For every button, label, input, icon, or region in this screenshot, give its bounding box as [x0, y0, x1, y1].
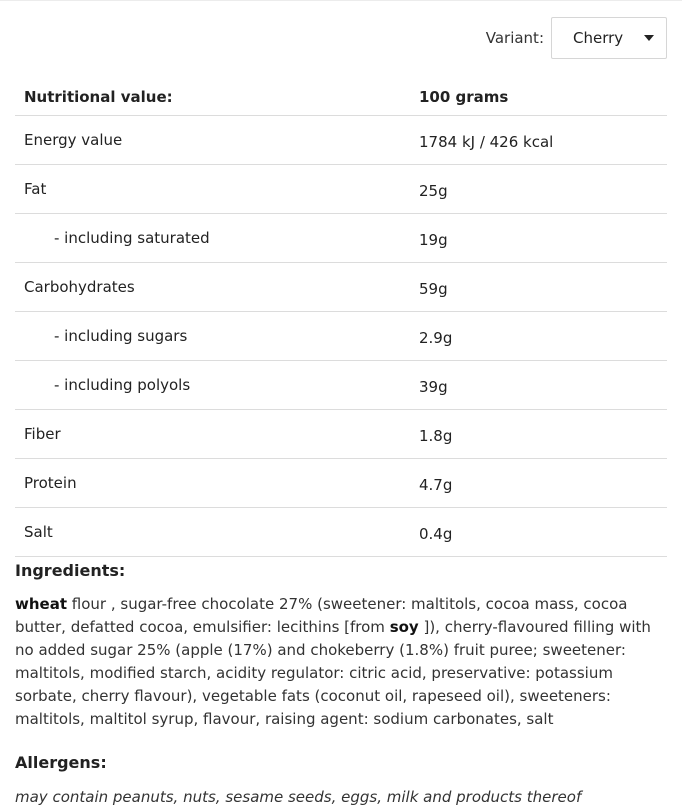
nutrient-name: Carbohydrates: [15, 263, 419, 312]
nutrient-name: - including saturated: [15, 214, 419, 263]
table-row: [15, 263, 667, 312]
nutrient-name: Salt: [15, 508, 419, 557]
table-row: [15, 165, 667, 214]
chevron-down-icon: [644, 35, 654, 41]
variant-label: Variant:: [485, 29, 544, 47]
table-row: [15, 410, 667, 459]
table-row: [15, 214, 667, 263]
ingredients-text: [15, 593, 670, 731]
ingredients-section: [15, 561, 670, 731]
table-row: [15, 116, 667, 165]
table-row: [15, 459, 667, 508]
nutrient-name: Fiber: [15, 410, 419, 459]
table-row: [15, 361, 667, 410]
nutrient-value: 1784 kJ / 426 kcal: [419, 116, 667, 165]
table-row: [15, 312, 667, 361]
allergens-heading: Allergens:: [15, 753, 107, 772]
variant-selected-value: Cherry: [573, 29, 624, 47]
ingredients-part-1: flour , sugar-free chocolate 27% (sweetener: maltitols, cocoa mass, cocoa butter, defatted cocoa, emulsifier: lecithins [from: [15, 595, 628, 636]
nutrient-value: 2.9g: [419, 312, 667, 361]
nutrient-value: 1.8g: [419, 410, 667, 459]
nutrient-name: - including polyols: [15, 361, 419, 410]
ingredients-part-2: ]), cherry-flavoured filling with no added sugar 25% (apple (17%) and chokeberry (1.8%) fruit puree; sweetener: maltitols, modified starch, acidity regulator: citric acid, preservative: potassium sorbate, cherry flavour), vegetable fats (coconut oil, rapeseed oil), sweeteners: maltitols, maltitol syrup, flavour, raising agent: sodium carbonates, salt: [15, 618, 651, 728]
nutrient-value: 59g: [419, 263, 667, 312]
nutrient-name: Fat: [15, 165, 419, 214]
allergens-section: [15, 753, 670, 806]
nutrition-table: [15, 78, 667, 557]
nutrient-name: Protein: [15, 459, 419, 508]
nutrition-header-amount: 100 grams: [419, 78, 667, 116]
allergen-wheat: wheat: [15, 595, 68, 613]
nutrient-value: 0.4g: [419, 508, 667, 557]
nutrient-value: 4.7g: [419, 459, 667, 508]
top-divider: [0, 0, 682, 1]
nutrient-value: 19g: [419, 214, 667, 263]
nutrition-header-name: Nutritional value:: [15, 78, 419, 116]
nutrient-name: Energy value: [15, 116, 419, 165]
variant-selector-row: [486, 16, 667, 60]
nutrient-name: - including sugars: [15, 312, 419, 361]
variant-dropdown[interactable]: [551, 17, 667, 59]
nutrient-value: 25g: [419, 165, 667, 214]
nutrition-header-row: [15, 78, 667, 116]
ingredients-heading: Ingredients:: [15, 561, 126, 580]
table-row: [15, 508, 667, 557]
nutrient-value: 39g: [419, 361, 667, 410]
allergens-text: may contain peanuts, nuts, sesame seeds, eggs, milk and products thereof: [15, 788, 582, 806]
allergen-soy: soy: [389, 618, 419, 636]
